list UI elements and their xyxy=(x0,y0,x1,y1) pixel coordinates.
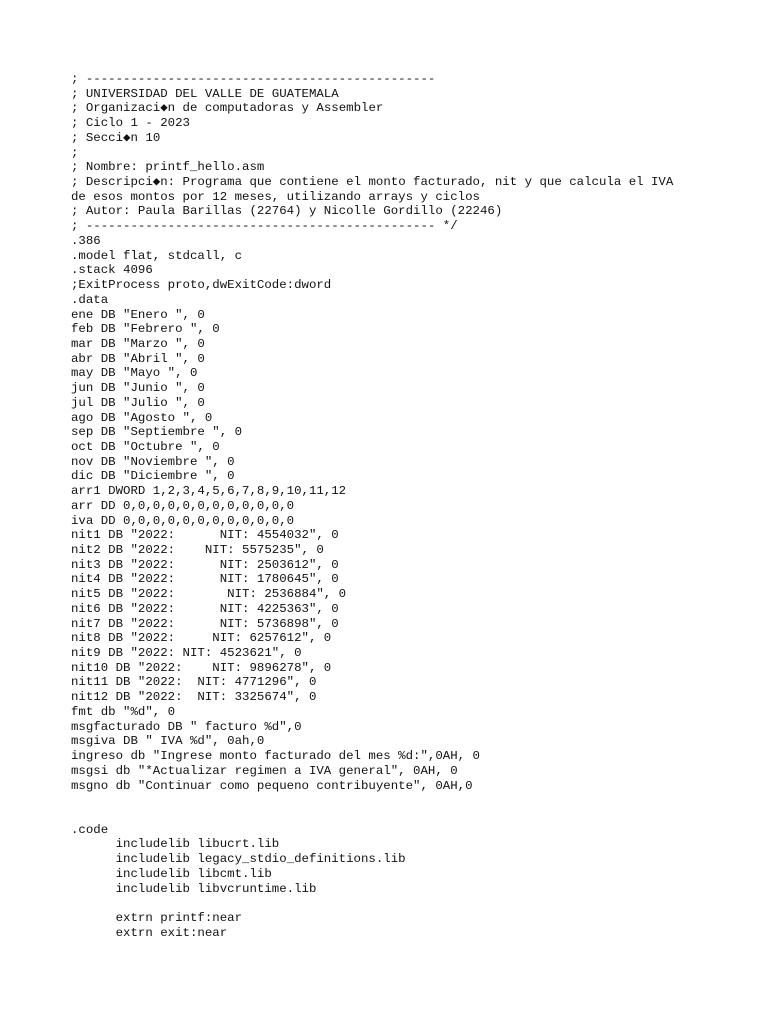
code-line: ; Nombre: printf_hello.asm xyxy=(71,160,265,175)
assembly-source-listing xyxy=(71,72,673,940)
code-line: .data xyxy=(71,292,109,307)
code-line: abr DB "Abril ", 0 xyxy=(71,351,205,366)
code-line: ; Descripci◆n: Programa que contiene el monto facturado, nit y que calcula el IVA xyxy=(71,175,674,190)
code-line: nit9 DB "2022: NIT: 4523621", 0 xyxy=(71,646,302,661)
code-line: msgno db "Continuar como pequeno contribuyente", 0AH,0 xyxy=(71,778,473,793)
code-line: ingreso db "Ingrese monto facturado del mes %d:",0AH, 0 xyxy=(71,749,480,764)
code-line: nit5 DB "2022: NIT: 2536884", 0 xyxy=(71,587,347,602)
code-line: mar DB "Marzo ", 0 xyxy=(71,336,205,351)
code-line: includelib libucrt.lib xyxy=(71,837,280,852)
code-line: iva DD 0,0,0,0,0,0,0,0,0,0,0,0 xyxy=(71,513,295,528)
code-line xyxy=(71,896,673,911)
code-line: .model flat, stdcall, c xyxy=(71,248,243,263)
code-line: jun DB "Junio ", 0 xyxy=(71,381,205,396)
code-line: includelib libvcruntime.lib xyxy=(71,881,317,896)
code-line: nit8 DB "2022: NIT: 6257612", 0 xyxy=(71,631,332,646)
code-line: sep DB "Septiembre ", 0 xyxy=(71,425,243,440)
code-line: msgiva DB " IVA %d", 0ah,0 xyxy=(71,734,265,749)
code-line: ; UNIVERSIDAD DEL VALLE DE GUATEMALA xyxy=(71,86,339,101)
code-line: arr1 DWORD 1,2,3,4,5,6,7,8,9,10,11,12 xyxy=(71,484,347,499)
code-line: nit4 DB "2022: NIT: 1780645", 0 xyxy=(71,572,339,587)
code-line: fmt db "%d", 0 xyxy=(71,704,176,719)
code-line: ; Autor: Paula Barillas (22764) y Nicolle Gordillo (22246) xyxy=(71,204,503,219)
code-line: .code xyxy=(71,822,109,837)
code-line: ; xyxy=(71,145,79,160)
code-line: ; ----------------------------------------------- xyxy=(71,72,436,86)
code-line: nit3 DB "2022: NIT: 2503612", 0 xyxy=(71,557,339,572)
code-line: ago DB "Agosto ", 0 xyxy=(71,410,213,425)
code-line: ;ExitProcess proto,dwExitCode:dword xyxy=(71,278,332,293)
code-line: feb DB "Febrero ", 0 xyxy=(71,322,220,337)
code-line: de esos montos por 12 meses, utilizando arrays y ciclos xyxy=(71,189,480,204)
code-line: msgsi db "*Actualizar regimen a IVA general", 0AH, 0 xyxy=(71,763,458,778)
code-line: nit12 DB "2022: NIT: 3325674", 0 xyxy=(71,690,317,705)
code-line: nov DB "Noviembre ", 0 xyxy=(71,454,235,469)
code-line: ; Secci◆n 10 xyxy=(71,130,161,145)
code-line: nit1 DB "2022: NIT: 4554032", 0 xyxy=(71,528,339,543)
code-line: msgfacturado DB " facturo %d",0 xyxy=(71,719,302,734)
code-line: .386 xyxy=(71,233,101,248)
code-line: ene DB "Enero ", 0 xyxy=(71,307,205,322)
code-line: arr DD 0,0,0,0,0,0,0,0,0,0,0,0 xyxy=(71,498,295,513)
code-line xyxy=(71,793,673,808)
code-line: ; Organizaci◆n de computadoras y Assembler xyxy=(71,101,384,116)
code-line: ; ----------------------------------------------- */ xyxy=(71,219,458,234)
code-line: may DB "Mayo ", 0 xyxy=(71,366,198,381)
code-line: nit11 DB "2022: NIT: 4771296", 0 xyxy=(71,675,317,690)
code-line: nit2 DB "2022: NIT: 5575235", 0 xyxy=(71,543,324,557)
code-line: includelib libcmt.lib xyxy=(71,866,272,881)
code-line: ; Ciclo 1 - 2023 xyxy=(71,116,190,131)
code-line xyxy=(71,808,673,823)
code-line: extrn printf:near xyxy=(71,910,243,925)
code-line: nit6 DB "2022: NIT: 4225363", 0 xyxy=(71,601,339,616)
code-line: includelib legacy_stdio_definitions.lib xyxy=(71,852,406,867)
code-line: oct DB "Octubre ", 0 xyxy=(71,439,220,454)
code-line: nit7 DB "2022: NIT: 5736898", 0 xyxy=(71,616,339,631)
code-line: dic DB "Diciembre ", 0 xyxy=(71,469,235,484)
code-line: extrn exit:near xyxy=(71,925,228,940)
code-line: nit10 DB "2022: NIT: 9896278", 0 xyxy=(71,660,332,675)
code-line: jul DB "Julio ", 0 xyxy=(71,395,205,410)
code-line: .stack 4096 xyxy=(71,263,153,278)
